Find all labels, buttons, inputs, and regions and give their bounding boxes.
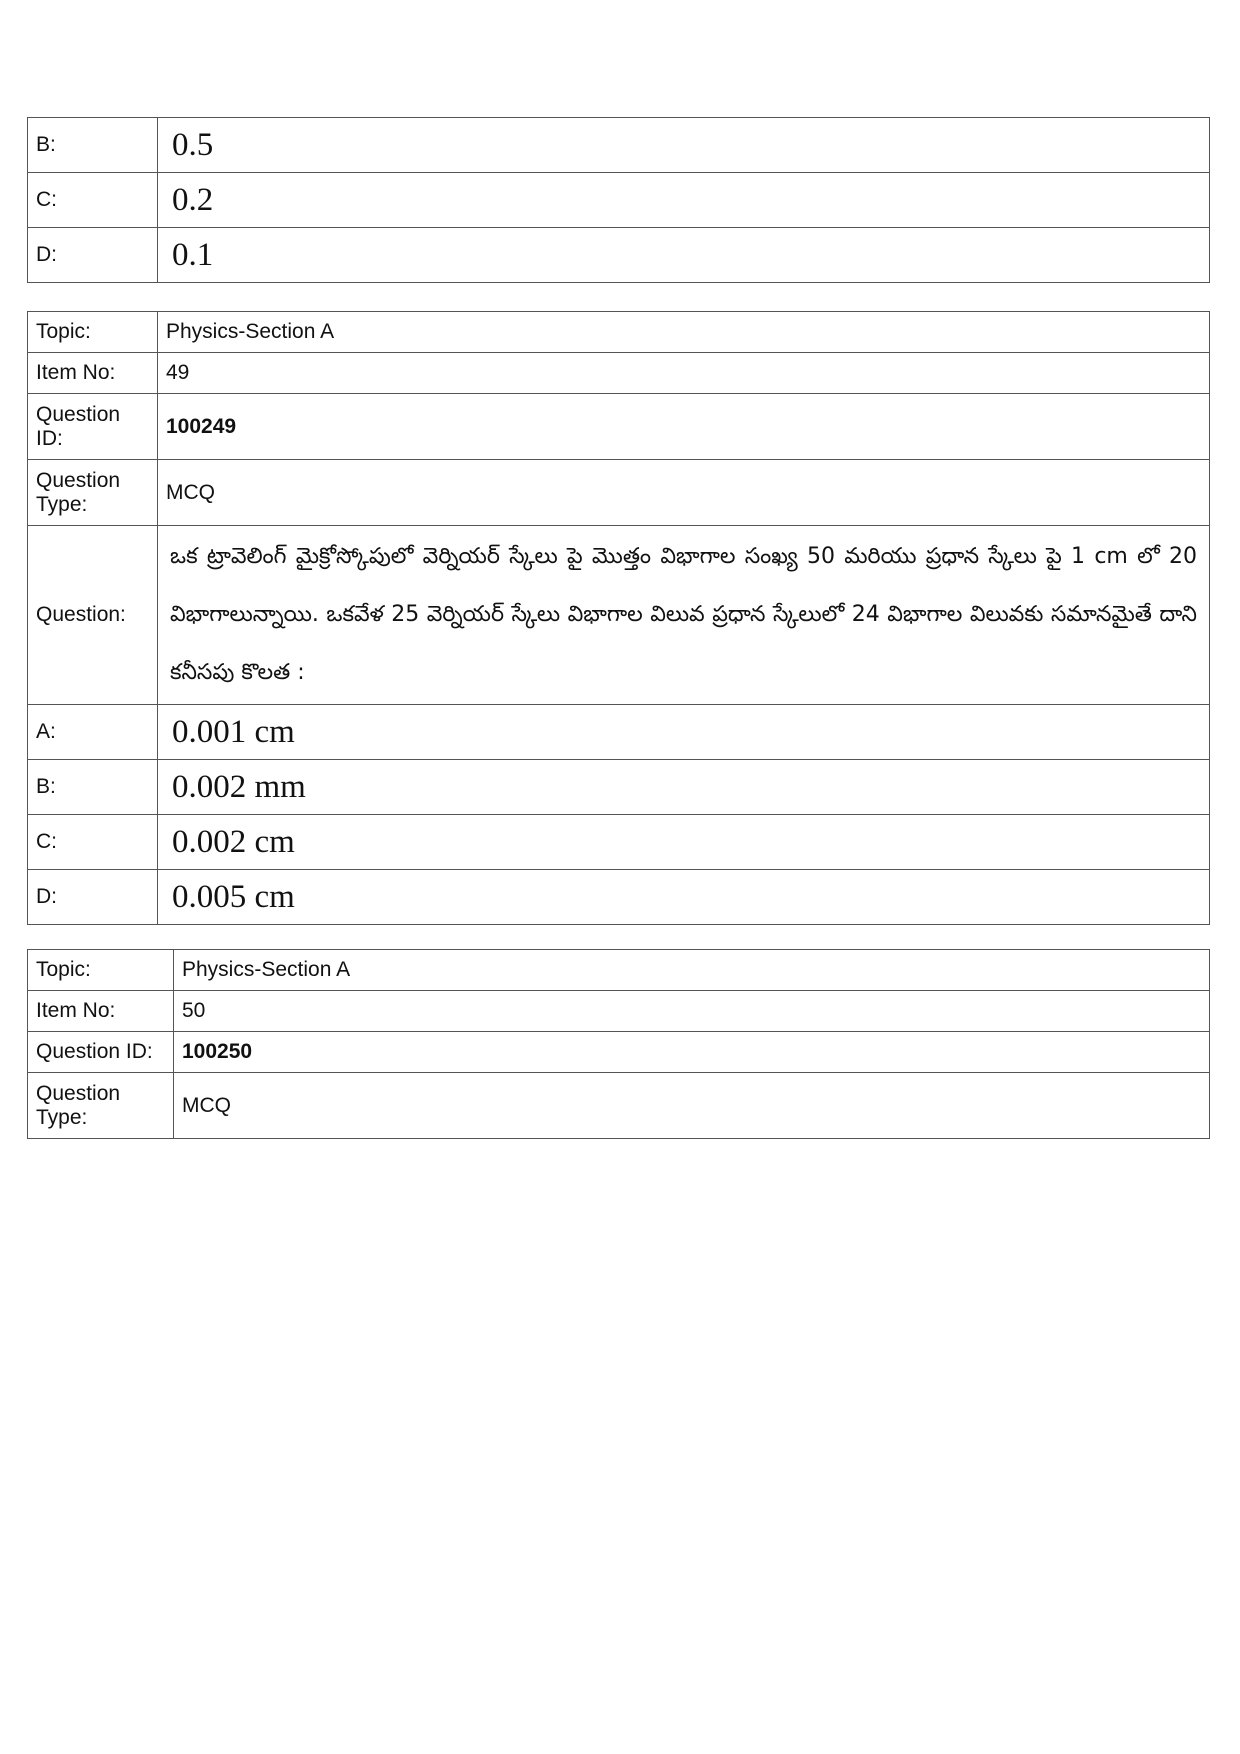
option-row xyxy=(28,705,1210,760)
item-label: Item No: xyxy=(28,353,158,394)
option-value: 0.001 cm xyxy=(158,705,1210,760)
option-row xyxy=(28,760,1210,815)
topic-row xyxy=(28,950,1210,991)
question-row xyxy=(28,526,1210,705)
topic-row xyxy=(28,312,1210,353)
question-id-value: 100250 xyxy=(174,1032,1210,1073)
option-label: B: xyxy=(28,118,158,173)
option-value: 0.5 xyxy=(158,118,1210,173)
option-row xyxy=(28,118,1210,173)
question-text: ఒక ట్రావెలింగ్ మైక్రోస్కోపులో వెర్నియర్ స్కేలు పై మొత్తం విభాగాల సంఖ్య 50 మరియు ప్రధాన స్కేలు పై 1 cm లో 20 విభాగాలున్నాయి. ఒకవేళ 25 వెర్నియర్ స్కేలు విభాగాల విలువ ప్రధాన స్కేలులో 24 విభాగాల విలువకు సమానమైతే దాని కనీసపు కొలత : xyxy=(158,526,1210,705)
question-50-table xyxy=(27,949,1210,1139)
option-row xyxy=(28,173,1210,228)
question-id-row xyxy=(28,394,1210,460)
option-label: D: xyxy=(28,228,158,283)
question-49-table xyxy=(27,311,1210,925)
option-value: 0.2 xyxy=(158,173,1210,228)
option-row xyxy=(28,228,1210,283)
question-id-label: Question ID: xyxy=(28,1032,174,1073)
question-type-value: MCQ xyxy=(158,460,1210,526)
item-label: Item No: xyxy=(28,991,174,1032)
question-id-row xyxy=(28,1032,1210,1073)
topic-value: Physics-Section A xyxy=(158,312,1210,353)
option-row xyxy=(28,815,1210,870)
topic-label: Topic: xyxy=(28,312,158,353)
option-label: D: xyxy=(28,870,158,925)
option-label: A: xyxy=(28,705,158,760)
topic-label: Topic: xyxy=(28,950,174,991)
option-value: 0.005 cm xyxy=(158,870,1210,925)
option-value: 0.1 xyxy=(158,228,1210,283)
item-row xyxy=(28,353,1210,394)
option-value: 0.002 cm xyxy=(158,815,1210,870)
option-label: B: xyxy=(28,760,158,815)
question-type-label: Question Type: xyxy=(28,1073,174,1139)
question-type-row xyxy=(28,1073,1210,1139)
option-row xyxy=(28,870,1210,925)
topic-value: Physics-Section A xyxy=(174,950,1210,991)
question-type-label: Question Type: xyxy=(28,460,158,526)
item-value: 49 xyxy=(158,353,1210,394)
question-type-row xyxy=(28,460,1210,526)
option-value: 0.002 mm xyxy=(158,760,1210,815)
option-label: C: xyxy=(28,173,158,228)
question-label: Question: xyxy=(28,526,158,705)
question-id-label: Question ID: xyxy=(28,394,158,460)
option-label: C: xyxy=(28,815,158,870)
question-type-value: MCQ xyxy=(174,1073,1210,1139)
item-value: 50 xyxy=(174,991,1210,1032)
question-id-value: 100249 xyxy=(158,394,1210,460)
item-row xyxy=(28,991,1210,1032)
previous-options-table xyxy=(27,117,1210,283)
